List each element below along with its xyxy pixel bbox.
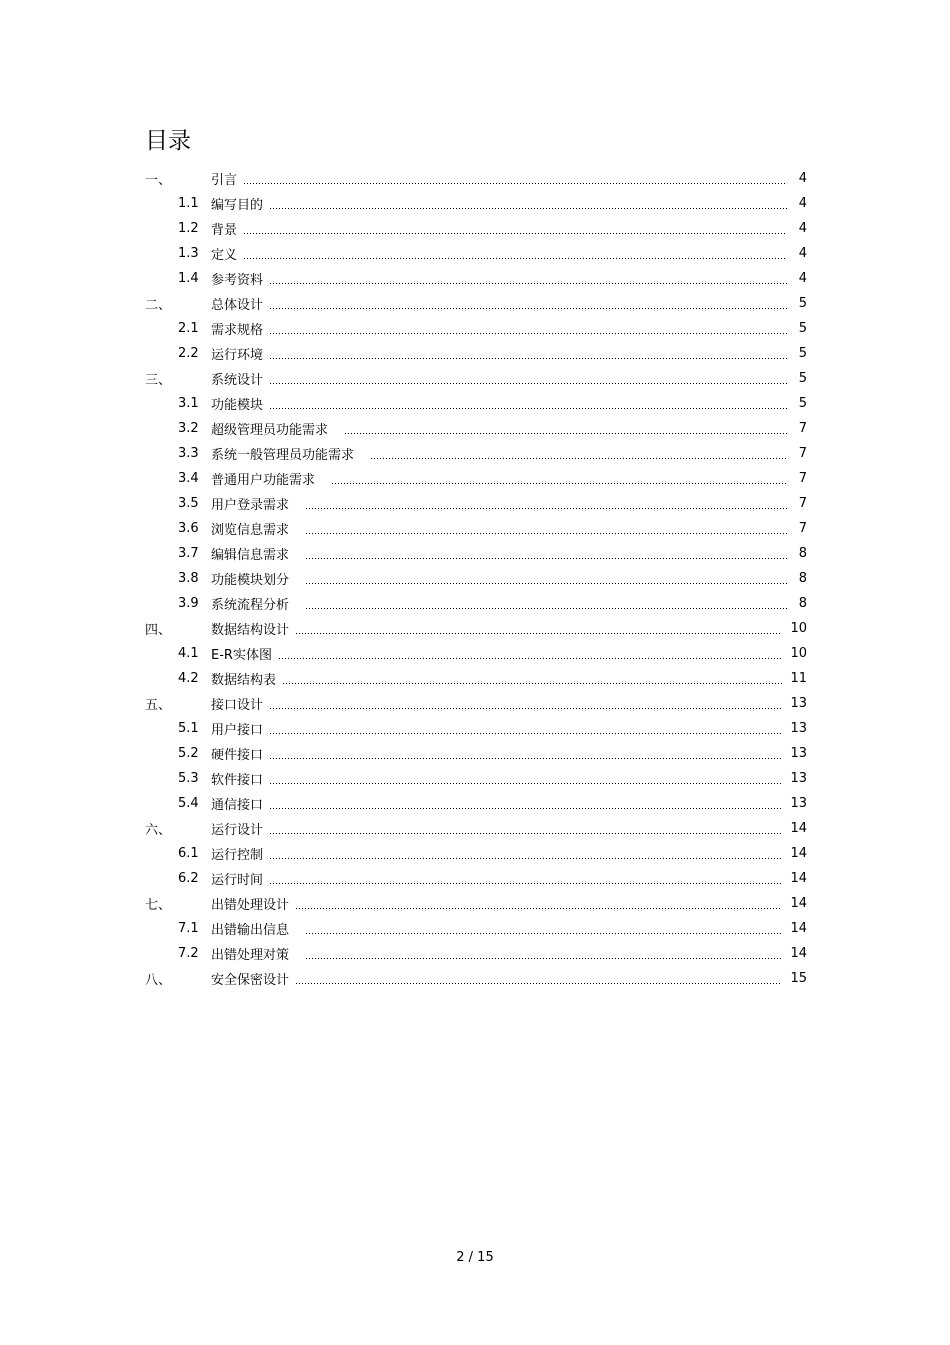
- toc-dot-leader: [331, 483, 787, 484]
- toc-entry[interactable]: [145, 666, 807, 691]
- toc-entry-number: 3.7: [178, 546, 199, 561]
- toc-entry[interactable]: [145, 591, 807, 616]
- toc-entry-number: 1.4: [178, 271, 199, 286]
- toc-entry-number: 7.2: [178, 946, 199, 961]
- toc-entry-page: 14: [790, 946, 807, 961]
- toc-entry-number: 3.2: [178, 421, 199, 436]
- toc-entry-page: 4: [798, 196, 807, 211]
- toc-entry[interactable]: [145, 616, 807, 641]
- toc-entry[interactable]: [145, 266, 807, 291]
- toc-entry-number: 3.8: [178, 571, 199, 586]
- toc-entry-number: 八、: [145, 973, 172, 988]
- toc-entry-label: 参考资料: [211, 273, 264, 288]
- toc-dot-leader: [295, 983, 782, 984]
- toc-dot-leader: [305, 558, 787, 559]
- toc-dot-leader: [305, 583, 787, 584]
- toc-entry-label: 接口设计: [211, 698, 264, 713]
- toc-entry-label: 运行时间: [211, 873, 264, 888]
- toc-entry-page: 13: [790, 746, 807, 761]
- toc-entry-page: 7: [798, 471, 807, 486]
- toc-entry-label: 数据结构设计: [211, 623, 290, 638]
- toc-entry-label: 软件接口: [211, 773, 264, 788]
- toc-entry-page: 7: [798, 446, 807, 461]
- toc-entry-page: 4: [798, 221, 807, 236]
- toc-entry-page: 10: [790, 646, 807, 661]
- toc-dot-leader: [269, 208, 787, 209]
- toc-entry[interactable]: [145, 791, 807, 816]
- toc-entry-number: 四、: [145, 623, 172, 638]
- toc-entry-number: 3.6: [178, 521, 199, 536]
- toc-entry[interactable]: [145, 566, 807, 591]
- toc-dot-leader: [305, 533, 787, 534]
- toc-entry[interactable]: [145, 516, 807, 541]
- toc-entry-label: 功能模块划分: [211, 573, 290, 588]
- toc-entry-page: 4: [798, 271, 807, 286]
- toc-dot-leader: [269, 833, 782, 834]
- toc-entry-label: E-R实体图: [211, 648, 272, 663]
- toc-entry-number: 1.1: [178, 196, 199, 211]
- toc-entry-number: 七、: [145, 898, 172, 913]
- toc-entry-label: 通信接口: [211, 798, 264, 813]
- toc-entry[interactable]: [145, 241, 807, 266]
- toc-entry-label: 编辑信息需求: [211, 548, 290, 563]
- toc-entry-number: 3.1: [178, 396, 199, 411]
- toc-entry-number: 3.9: [178, 596, 199, 611]
- toc-dot-leader: [295, 633, 782, 634]
- toc-entry-label: 总体设计: [211, 298, 264, 313]
- page-footer: 2 / 15: [456, 1250, 494, 1265]
- toc-entry[interactable]: [145, 891, 807, 916]
- toc-dot-leader: [243, 183, 787, 184]
- toc-entry-page: 13: [790, 771, 807, 786]
- toc-entry-label: 安全保密设计: [211, 973, 290, 988]
- toc-entry-number: 7.1: [178, 921, 199, 936]
- toc-entry-number: 6.2: [178, 871, 199, 886]
- toc-entry-number: 2.2: [178, 346, 199, 361]
- toc-entry-page: 14: [790, 846, 807, 861]
- toc-entry-label: 系统流程分析: [211, 598, 290, 613]
- toc-dot-leader: [269, 308, 787, 309]
- toc-entry-number: 3.5: [178, 496, 199, 511]
- toc-entry-label: 硬件接口: [211, 748, 264, 763]
- toc-entry-number: 6.1: [178, 846, 199, 861]
- toc-dot-leader: [269, 708, 782, 709]
- toc-entry[interactable]: [145, 916, 807, 941]
- toc-entry[interactable]: [145, 641, 807, 666]
- toc-dot-leader: [269, 358, 787, 359]
- toc-entry[interactable]: [145, 166, 807, 191]
- toc-entry-page: 5: [798, 396, 807, 411]
- toc-entry-page: 10: [790, 621, 807, 636]
- toc-entry[interactable]: [145, 766, 807, 791]
- toc-entry[interactable]: [145, 366, 807, 391]
- toc-entry-page: 8: [798, 596, 807, 611]
- toc-dot-leader: [370, 458, 787, 459]
- toc-entry-page: 5: [798, 321, 807, 336]
- toc-entry[interactable]: [145, 441, 807, 466]
- toc-entry-page: 8: [798, 546, 807, 561]
- toc-dot-leader: [269, 883, 782, 884]
- toc-entry[interactable]: [145, 416, 807, 441]
- toc-dot-leader: [243, 258, 787, 259]
- toc-entry-label: 用户登录需求: [211, 498, 290, 513]
- toc-entry-page: 7: [798, 496, 807, 511]
- toc-entry[interactable]: [145, 191, 807, 216]
- toc-entry[interactable]: [145, 491, 807, 516]
- toc-entry-label: 普通用户功能需求: [211, 473, 316, 488]
- toc-entry-label: 运行控制: [211, 848, 264, 863]
- toc-entry-page: 5: [798, 296, 807, 311]
- toc-entry-label: 编写目的: [211, 198, 264, 213]
- toc-entry[interactable]: [145, 391, 807, 416]
- toc-entry-number: 5.4: [178, 796, 199, 811]
- toc-dot-leader: [295, 908, 782, 909]
- toc-entry-page: 4: [798, 246, 807, 261]
- toc-entry-page: 14: [790, 871, 807, 886]
- toc-entry-label: 浏览信息需求: [211, 523, 290, 538]
- toc-dot-leader: [305, 608, 787, 609]
- toc-dot-leader: [305, 933, 782, 934]
- toc-entry-number: 1.2: [178, 221, 199, 236]
- toc-entry[interactable]: [145, 716, 807, 741]
- toc-dot-leader: [269, 408, 787, 409]
- toc-dot-leader: [269, 858, 782, 859]
- toc-entry-page: 5: [798, 371, 807, 386]
- toc-dot-leader: [305, 508, 787, 509]
- toc-entry-page: 5: [798, 346, 807, 361]
- toc-entry-page: 8: [798, 571, 807, 586]
- toc-dot-leader: [269, 758, 782, 759]
- toc-entry-label: 超级管理员功能需求: [211, 423, 329, 438]
- toc-entry[interactable]: [145, 691, 807, 716]
- toc-entry-label: 系统设计: [211, 373, 264, 388]
- toc-entry[interactable]: [145, 316, 807, 341]
- toc-entry-number: 4.2: [178, 671, 199, 686]
- toc-entry[interactable]: [145, 866, 807, 891]
- table-of-contents: [145, 166, 807, 991]
- toc-entry-number: 二、: [145, 298, 172, 313]
- toc-entry[interactable]: [145, 541, 807, 566]
- toc-entry-page: 14: [790, 921, 807, 936]
- toc-entry[interactable]: [145, 466, 807, 491]
- toc-entry-number: 5.3: [178, 771, 199, 786]
- toc-entry-label: 出错处理对策: [211, 948, 290, 963]
- toc-entry-label: 运行环境: [211, 348, 264, 363]
- toc-dot-leader: [278, 658, 783, 659]
- toc-entry-label: 引言: [211, 173, 238, 188]
- toc-dot-leader: [269, 808, 782, 809]
- toc-entry[interactable]: [145, 841, 807, 866]
- toc-dot-leader: [344, 433, 787, 434]
- toc-entry-label: 出错处理设计: [211, 898, 290, 913]
- toc-entry-page: 13: [790, 721, 807, 736]
- toc-entry-page: 4: [798, 171, 807, 186]
- toc-entry-number: 六、: [145, 823, 172, 838]
- toc-entry[interactable]: [145, 816, 807, 841]
- toc-entry-label: 系统一般管理员功能需求: [211, 448, 355, 463]
- toc-entry-page: 14: [790, 821, 807, 836]
- toc-entry-label: 背景: [211, 223, 238, 238]
- toc-entry-number: 5.2: [178, 746, 199, 761]
- toc-dot-leader: [269, 783, 782, 784]
- toc-entry-page: 13: [790, 796, 807, 811]
- toc-entry-page: 14: [790, 896, 807, 911]
- toc-entry-label: 功能模块: [211, 398, 264, 413]
- toc-entry-number: 2.1: [178, 321, 199, 336]
- toc-entry[interactable]: [145, 941, 807, 966]
- toc-entry-number: 1.3: [178, 246, 199, 261]
- toc-entry-page: 13: [790, 696, 807, 711]
- toc-dot-leader: [282, 683, 782, 684]
- toc-entry-number: 三、: [145, 373, 172, 388]
- toc-dot-leader: [269, 333, 787, 334]
- toc-entry-page: 15: [790, 971, 807, 986]
- toc-entry-page: 7: [798, 521, 807, 536]
- toc-entry-label: 运行设计: [211, 823, 264, 838]
- toc-dot-leader: [269, 283, 787, 284]
- toc-dot-leader: [269, 733, 782, 734]
- toc-entry-number: 4.1: [178, 646, 199, 661]
- toc-entry[interactable]: [145, 216, 807, 241]
- toc-entry-number: 5.1: [178, 721, 199, 736]
- toc-dot-leader: [305, 958, 782, 959]
- toc-entry[interactable]: [145, 966, 807, 991]
- toc-title: 目录: [145, 128, 191, 154]
- toc-entry-label: 数据结构表: [211, 673, 277, 688]
- toc-entry[interactable]: [145, 741, 807, 766]
- toc-entry[interactable]: [145, 291, 807, 316]
- toc-entry-label: 需求规格: [211, 323, 264, 338]
- toc-entry-number: 3.4: [178, 471, 199, 486]
- toc-entry-number: 五、: [145, 698, 172, 713]
- toc-dot-leader: [243, 233, 787, 234]
- toc-entry[interactable]: [145, 341, 807, 366]
- toc-entry-label: 出错输出信息: [211, 923, 290, 938]
- toc-entry-label: 定义: [211, 248, 238, 263]
- toc-entry-label: 用户接口: [211, 723, 264, 738]
- toc-entry-page: 11: [790, 671, 807, 686]
- toc-dot-leader: [269, 383, 787, 384]
- toc-entry-page: 7: [798, 421, 807, 436]
- toc-entry-number: 3.3: [178, 446, 199, 461]
- toc-entry-number: 一、: [145, 173, 172, 188]
